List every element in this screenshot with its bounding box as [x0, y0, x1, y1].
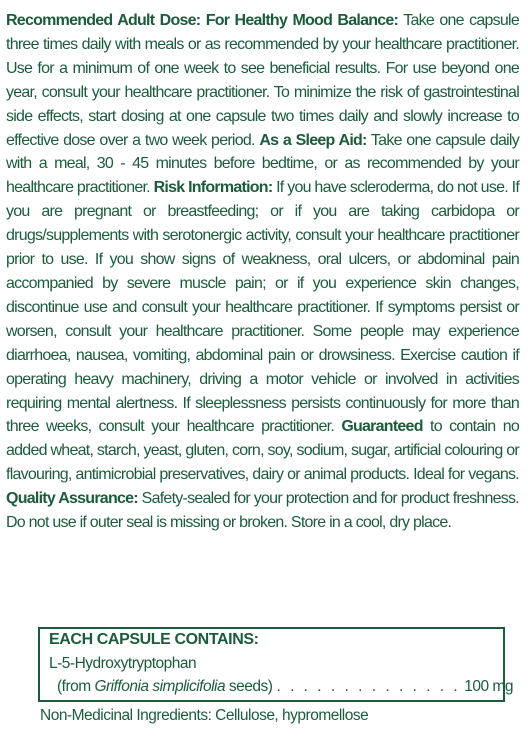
directions-paragraph [6, 9, 519, 535]
heading-guaranteed: Guaranteed [341, 418, 423, 436]
text-sleep-aid: Take one capsule daily with a meal, 30 - 45 minutes before bedtime, or as recommended by your healthcare practitioner. [6, 131, 519, 197]
text-quality-assurance: Safety-sealed for your protection and for product freshness. Do not use if outer seal is missing or broken. Store in a cool, dry place. [6, 490, 520, 532]
heading-risk-information: Risk Information: [153, 179, 273, 197]
capsule-contents-title: EACH CAPSULE CONTAINS: [49, 631, 259, 648]
text-risk-information: If you have scleroderma, do not use. If you are pregnant or breastfeeding; or if you are taking carbidopa or drugs/supplements with serotonergic activity, consult your healthcare practitioner prior to use. If you show signs of weakness, oral ulcers, or abdominal pain accompanied by severe muscle pain; or if you experience skin changes, discontinue use and consult your healthcare practitioner. If symptoms persist or worsen, consult your healthcare practitioner. Some people may experience diarrhoea, nausea, vomiting, abdominal pain or drowsiness. Exercise caution if operating heavy machinery, driving a motor vehicle or involved in activities requiring mental alertness. If sleeplessness persists continuously for more than three weeks, consult your healthcare practitioner. [6, 179, 520, 436]
heading-quality-assurance: Quality Assurance: [6, 490, 138, 508]
capsule-contents-box [38, 627, 513, 702]
ingredient-name: L-5-Hydroxytryptophan [49, 655, 197, 672]
ingredient-source [57, 678, 272, 696]
non-medicinal-ingredients: Non-Medicinal Ingredients: Cellulose, hypromellose [40, 707, 369, 724]
ingredient-source-row [57, 678, 513, 696]
heading-mood-dose: Recommended Adult Dose: For Healthy Mood Balance: [6, 12, 399, 29]
source-close: seeds) [225, 678, 273, 695]
text-guaranteed: to contain no added wheat, starch, yeast, gluten, corn, soy, sodium, sugar, artificial colouring or flavouring, antimicrobial preservatives, dairy or animal products. Ideal for vegans. [6, 418, 519, 484]
source-species: Griffonia simplicifolia [94, 678, 226, 695]
text-mood-dose: Take one capsule three times daily with meals or as recommended by your healthcare practitioner. Use for a minimum of one week to see beneficial results. For use beyond one year, consult your healthcare practitioner. To minimize the risk of gastrointestinal side effects, start dosing at one capsule two times daily and slowly increase to effective dose over a two week period. [6, 12, 520, 149]
source-open: (from [57, 678, 95, 695]
heading-sleep-aid: As a Sleep Aid: [259, 131, 367, 149]
ingredient-amount: 100 mg [464, 678, 513, 695]
leader-dots: . . . . . . . . . . . . . . [276, 678, 461, 695]
